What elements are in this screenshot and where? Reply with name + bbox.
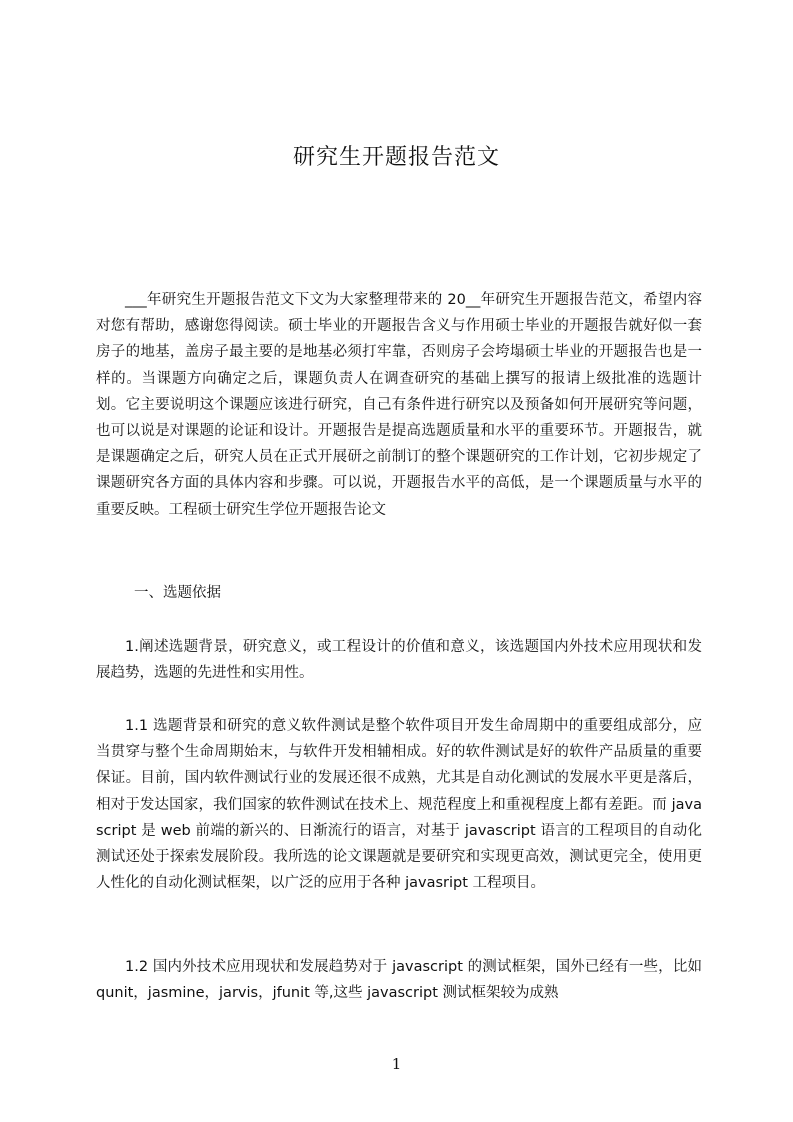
document-title: 研究生开题报告范文 <box>292 145 500 170</box>
page-number: 1 <box>391 1055 402 1073</box>
section-1-2-paragraph: 1.2 国内外技术应用现状和发展趋势对于 javascript 的测试框架，国外已经有一些，比如 qunit，jasmine，jarvis，jfunit 等,这些 javascript 测试框架较为成熟 <box>96 959 702 1002</box>
section-1-1-paragraph: 1.1 选题背景和研究的意义软件测试是整个软件项目开发生命周期中的重要组成部分，应当贯穿与整个生命周期始末，与软件开发相辅相成。好的软件测试是好的软件产品质量的重要保证。目前，国内软件测试行业的发展还很不成熟，尤其是自动化测试的发展水平更是落后，相对于发达国家，我们国家的软件测试在技术上、规范程度上和重视程度上都有差距。而 javascript 是 web 前端的新兴的、日渐流行的语言，对基于 javascript 语言的工程项目的自动化测试还处于探索发展阶段。我所选的论文课题就是要研究和实现更高效，测试更完全，使用更人性化的自动化测试框架，以广泛的应用于各种 javasript 工程项目。 <box>96 718 702 892</box>
section-1-paragraph: 1.阐述选题背景，研究意义，或工程设计的价值和意义，该选题国内外技术应用现状和发展趋势，选题的先进性和实用性。 <box>96 639 702 682</box>
section-heading: 一、选题依据 <box>134 585 221 601</box>
intro-paragraph: ___年研究生开题报告范文下文为大家整理带来的 20__年研究生开题报告范文，希望内容对您有帮助，感谢您得阅读。硕士毕业的开题报告含义与作用硕士毕业的开题报告就好似一套房子的地基，盖房子最主要的是地基必须打牢靠，否则房子会垮塌硕士毕业的开题报告也是一样的。当课题方向确定之后，课题负责人在调查研究的基础上撰写的报请上级批准的选题计划。它主要说明这个课题应该进行研究，自己有条件进行研究以及预备如何开展研究等问题，也可以说是对课题的论证和设计。开题报告是提高选题质量和水平的重要环节。开题报告，就是课题确定之后，研究人员在正式开展研之前制订的整个课题研究的工作计划，它初步规定了课题研究各方面的具体内容和步骤。可以说，开题报告水平的高低，是一个课题质量与水平的重要反映。工程硕士研究生学位开题报告论文 <box>96 292 702 518</box>
